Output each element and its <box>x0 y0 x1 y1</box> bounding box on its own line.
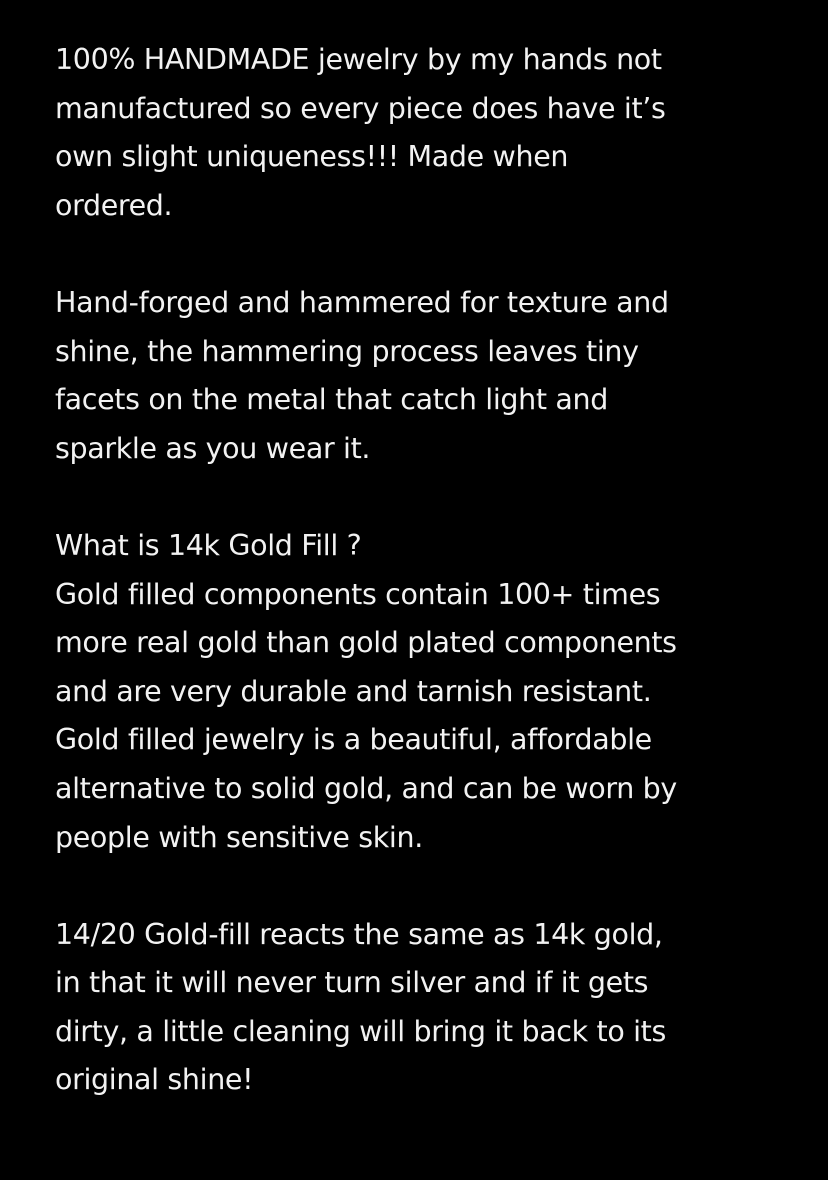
text-line: own slight uniqueness!!! Made when <box>55 140 569 174</box>
text-line: facets on the metal that catch light and <box>55 383 608 417</box>
paragraph-spacer <box>55 862 805 911</box>
text-line: original shine! <box>55 1063 254 1097</box>
paragraph-spacer <box>55 230 805 279</box>
text-line: manufactured so every piece does have it’s <box>55 91 666 125</box>
text-line: 14/20 Gold-fill reacts the same as 14k gold, <box>55 917 663 951</box>
text-line: alternative to solid gold, and can be worn by <box>55 771 677 805</box>
text-line: people with sensitive skin. <box>55 820 423 854</box>
paragraph-spacer <box>55 473 805 522</box>
text-line: and are very durable and tarnish resistant. <box>55 674 652 708</box>
text-line: shine, the hammering process leaves tiny <box>55 334 639 368</box>
text-line: dirty, a little cleaning will bring it back to its <box>55 1014 667 1048</box>
paragraph-gold-fill <box>55 522 805 862</box>
text-line: sparkle as you wear it. <box>55 431 371 465</box>
text-line: 100% HANDMADE jewelry by my hands not <box>55 43 662 76</box>
text-line: more real gold than gold plated components <box>55 626 677 660</box>
text-line: Gold filled jewelry is a beautiful, affordable <box>55 723 652 757</box>
paragraph-handmade <box>55 36 805 230</box>
text-line: Hand-forged and hammered for texture and <box>55 285 669 319</box>
text-line: ordered. <box>55 188 173 222</box>
paragraph-gold-fill-care <box>55 911 805 1105</box>
text-line: Gold filled components contain 100+ times <box>55 577 661 611</box>
paragraph-hand-forged <box>55 279 805 473</box>
text-line: What is 14k Gold Fill ? <box>55 528 362 562</box>
text-line: in that it will never turn silver and if it gets <box>55 966 649 1000</box>
note-text-body <box>55 36 805 1105</box>
